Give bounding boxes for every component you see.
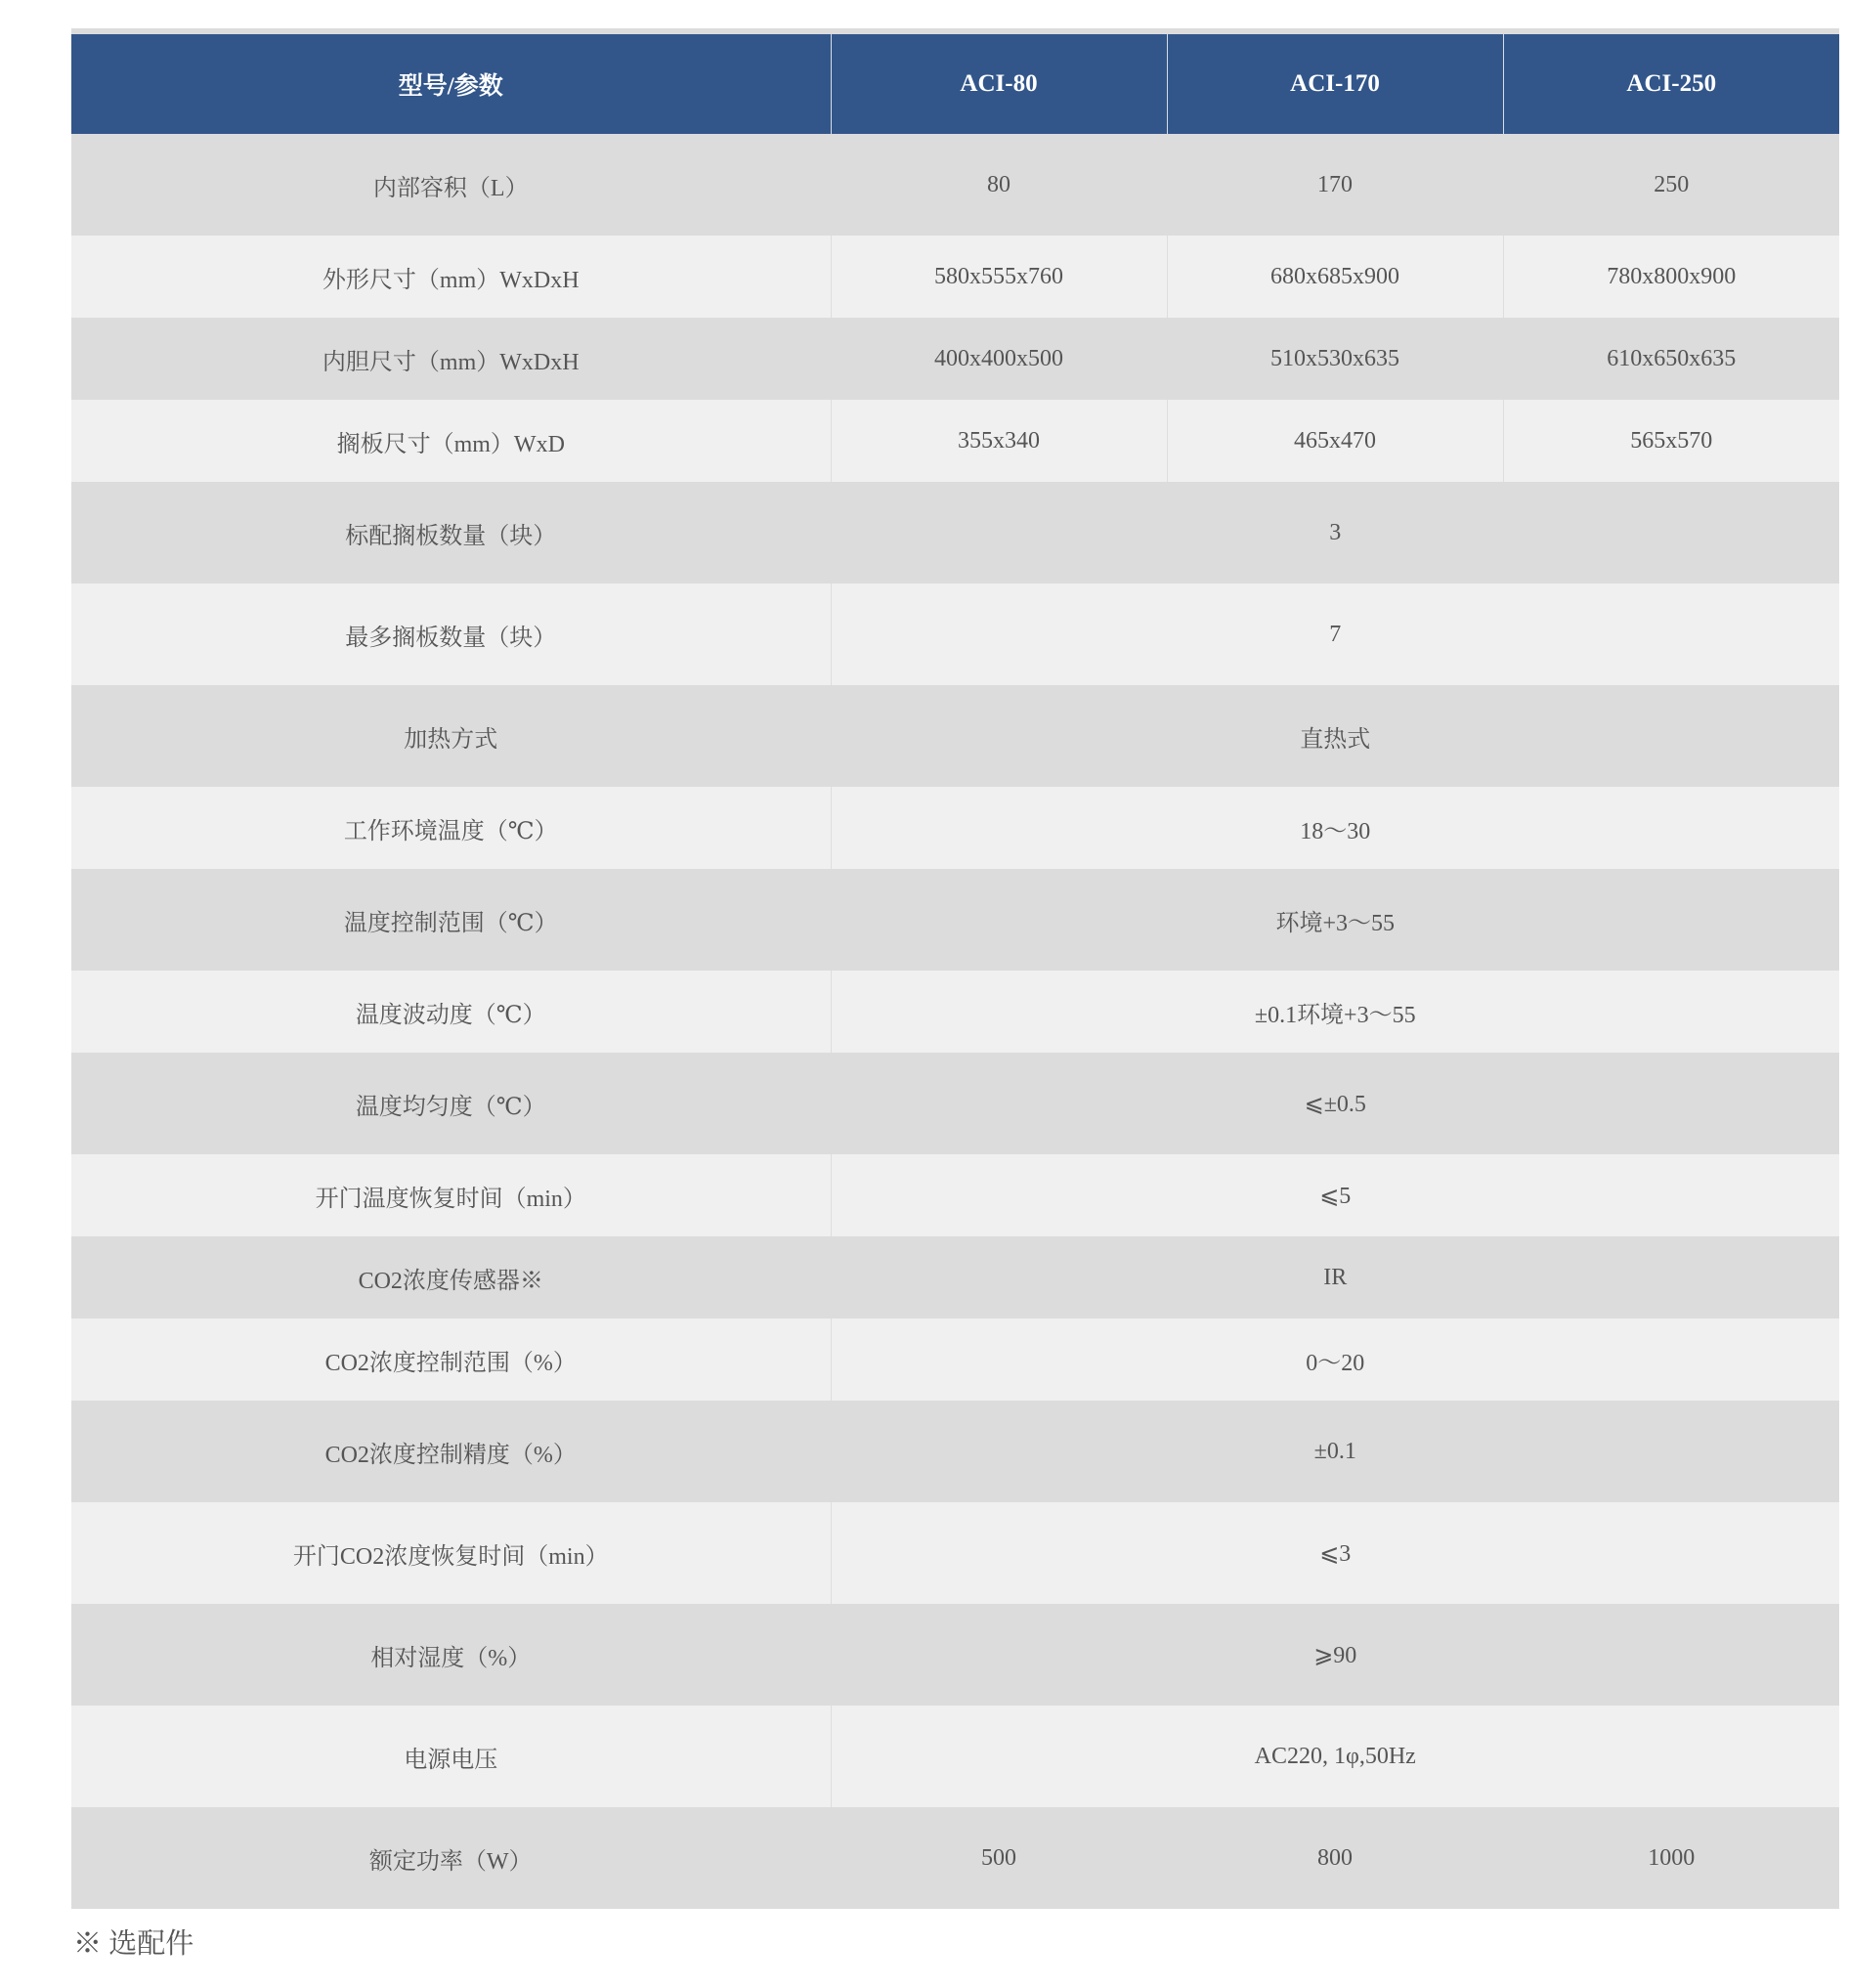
param-label: 额定功率（W） [71, 1807, 831, 1909]
param-label: CO2浓度控制精度（%） [71, 1401, 831, 1502]
header-model: ACI-80 [831, 31, 1167, 134]
table-row [71, 1502, 1839, 1604]
param-label: 内胆尺寸（mm）WxDxH [71, 318, 831, 400]
param-value: 1000 [1503, 1807, 1839, 1909]
param-value: 80 [831, 134, 1167, 236]
table-row [71, 1236, 1839, 1318]
param-value: 780x800x900 [1503, 236, 1839, 318]
param-value: 环境+3～55 [831, 869, 1839, 971]
param-label: 电源电压 [71, 1706, 831, 1807]
param-label: CO2浓度传感器※ [71, 1236, 831, 1318]
table-row [71, 1154, 1839, 1236]
param-value: 610x650x635 [1503, 318, 1839, 400]
param-label: 开门温度恢复时间（min） [71, 1154, 831, 1236]
param-label: 工作环境温度（℃） [71, 787, 831, 869]
param-value: ±0.1环境+3～55 [831, 971, 1839, 1053]
param-value: 3 [831, 482, 1839, 583]
param-value: 565x570 [1503, 400, 1839, 482]
param-label: 开门CO2浓度恢复时间（min） [71, 1502, 831, 1604]
param-value: 直热式 [831, 685, 1839, 787]
param-value: AC220, 1φ,50Hz [831, 1706, 1839, 1807]
param-value: 7 [831, 583, 1839, 685]
param-value: 400x400x500 [831, 318, 1167, 400]
header-param: 型号/参数 [71, 31, 831, 134]
param-value: IR [831, 1236, 1839, 1318]
param-value: 800 [1167, 1807, 1503, 1909]
param-value: ⩽3 [831, 1502, 1839, 1604]
param-label: 标配搁板数量（块） [71, 482, 831, 583]
param-value: 465x470 [1167, 400, 1503, 482]
table-row [71, 134, 1839, 236]
table-row [71, 583, 1839, 685]
table-row [71, 1053, 1839, 1154]
spec-table [71, 28, 1839, 1909]
header-model: ACI-170 [1167, 31, 1503, 134]
footnote: ※ 选配件 [73, 1928, 194, 1960]
table-row [71, 1401, 1839, 1502]
param-label: 外形尺寸（mm）WxDxH [71, 236, 831, 318]
param-value: 250 [1503, 134, 1839, 236]
param-value: 0～20 [831, 1318, 1839, 1401]
param-value: 500 [831, 1807, 1167, 1909]
param-value: ⩽5 [831, 1154, 1839, 1236]
param-value: 170 [1167, 134, 1503, 236]
param-label: 内部容积（L） [71, 134, 831, 236]
param-label: 温度控制范围（℃） [71, 869, 831, 971]
param-value: ⩾90 [831, 1604, 1839, 1706]
table-row [71, 482, 1839, 583]
param-label: 相对湿度（%） [71, 1604, 831, 1706]
table-row [71, 1706, 1839, 1807]
table-row [71, 1604, 1839, 1706]
header-model: ACI-250 [1503, 31, 1839, 134]
table-row [71, 236, 1839, 318]
table-row [71, 1807, 1839, 1909]
param-value: 18～30 [831, 787, 1839, 869]
param-label: 温度均匀度（℃） [71, 1053, 831, 1154]
spec-body [71, 134, 1839, 1909]
header-row [71, 31, 1839, 134]
param-value: 355x340 [831, 400, 1167, 482]
param-value: ±0.1 [831, 1401, 1839, 1502]
param-label: CO2浓度控制范围（%） [71, 1318, 831, 1401]
param-value: ⩽±0.5 [831, 1053, 1839, 1154]
table-row [71, 685, 1839, 787]
param-label: 加热方式 [71, 685, 831, 787]
param-label: 搁板尺寸（mm）WxD [71, 400, 831, 482]
table-row [71, 400, 1839, 482]
table-row [71, 971, 1839, 1053]
table-row [71, 869, 1839, 971]
table-row [71, 1318, 1839, 1401]
param-value: 580x555x760 [831, 236, 1167, 318]
param-value: 680x685x900 [1167, 236, 1503, 318]
table-row [71, 318, 1839, 400]
table-row [71, 787, 1839, 869]
param-value: 510x530x635 [1167, 318, 1503, 400]
param-label: 温度波动度（℃） [71, 971, 831, 1053]
param-label: 最多搁板数量（块） [71, 583, 831, 685]
